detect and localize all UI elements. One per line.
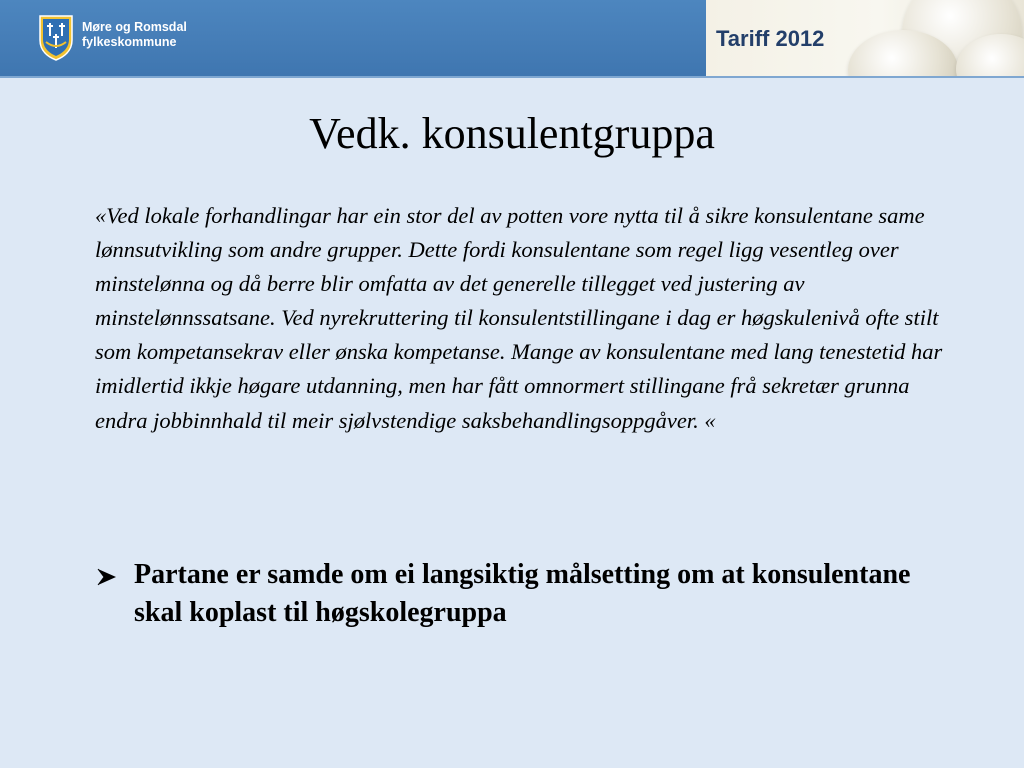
tariff-badge bbox=[706, 0, 1024, 76]
tariff-label: Tariff 2012 bbox=[716, 26, 825, 51]
arrow-bullet-icon bbox=[96, 566, 118, 588]
header-banner bbox=[0, 0, 1024, 78]
bullet-item bbox=[96, 556, 926, 632]
organization-name-line1: Møre og Romsdal bbox=[82, 20, 187, 34]
bullet-text: Partane er samde om ei langsiktig målsetting om at konsulentane skal koplast til høgskolegruppa bbox=[134, 559, 911, 628]
slide-title: Vedk. konsulentgruppa bbox=[309, 109, 715, 158]
county-crest-icon bbox=[38, 14, 74, 62]
organization-name-line2: fylkeskommune bbox=[82, 35, 177, 49]
quote-paragraph: «Ved lokale forhandlingar har ein stor del av potten vore nytta til å sikre konsulentane same lønnsutvikling som andre grupper. Dette fordi konsulentane som regel ligg vesentleg over minstelønna og då berre blir omfatta av det generelle tillegget ved justering av minstelønnssatsane. Ved nyrekruttering til konsulentstillingane i dag er høgskulenivå ofte stilt som kompetansekrav eller ønska kompetanse. Mange av konsulentane med lang tenestetid har imidlertid ikkje høgare utdanning, men har fått omnormert stillingane frå sekretær grunna endra jobbinnhald til meir sjølvstendige saksbehandlingsoppgåver. « bbox=[95, 203, 943, 433]
organization-name bbox=[82, 20, 187, 50]
